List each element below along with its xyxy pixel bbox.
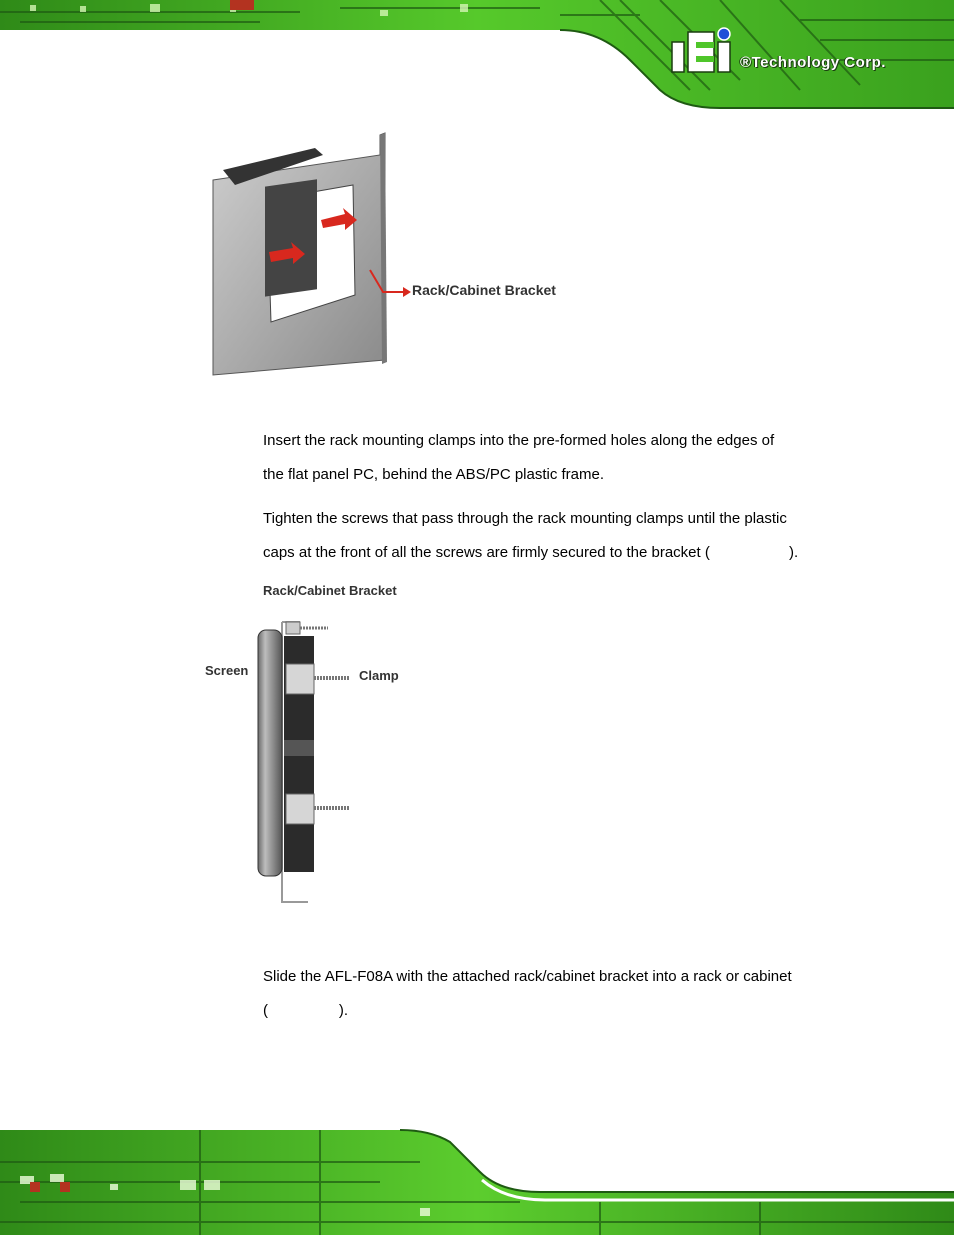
figure1-label-bracket: Rack/Cabinet Bracket — [412, 282, 556, 298]
paragraph-line: caps at the front of all the screws are firmly secured to the bracket ( ). — [263, 544, 799, 561]
paragraph-line: Insert the rack mounting clamps into the pre-formed holes along the edges of — [263, 432, 775, 449]
paragraph-tighten-screws — [263, 502, 833, 570]
figure2-label-screen: Screen — [205, 663, 249, 678]
company-name: ®Technology Corp. — [740, 54, 886, 71]
footer-circuit-banner — [0, 1122, 954, 1235]
paragraph-line: Tighten the screws that pass through the rack mounting clamps until the plastic — [263, 510, 787, 527]
side-view-illustration — [200, 580, 430, 910]
paragraph-line: the flat panel PC, behind the ABS/PC plastic frame. — [263, 466, 605, 483]
figure2-label-bracket: Rack/Cabinet Bracket — [263, 583, 397, 598]
paragraph-line: Slide the AFL-F08A with the attached rack/cabinet bracket into a rack or cabinet — [263, 968, 792, 985]
paragraph-line: ( ). — [263, 1002, 349, 1019]
rack-bracket-illustration — [205, 130, 605, 382]
iei-logo — [666, 26, 946, 82]
paragraph-slide-into-rack — [263, 960, 833, 1028]
figure2-label-clamp: Clamp — [359, 668, 399, 683]
paragraph-insert-clamps — [263, 424, 833, 492]
iei-logo-mark — [666, 26, 738, 76]
